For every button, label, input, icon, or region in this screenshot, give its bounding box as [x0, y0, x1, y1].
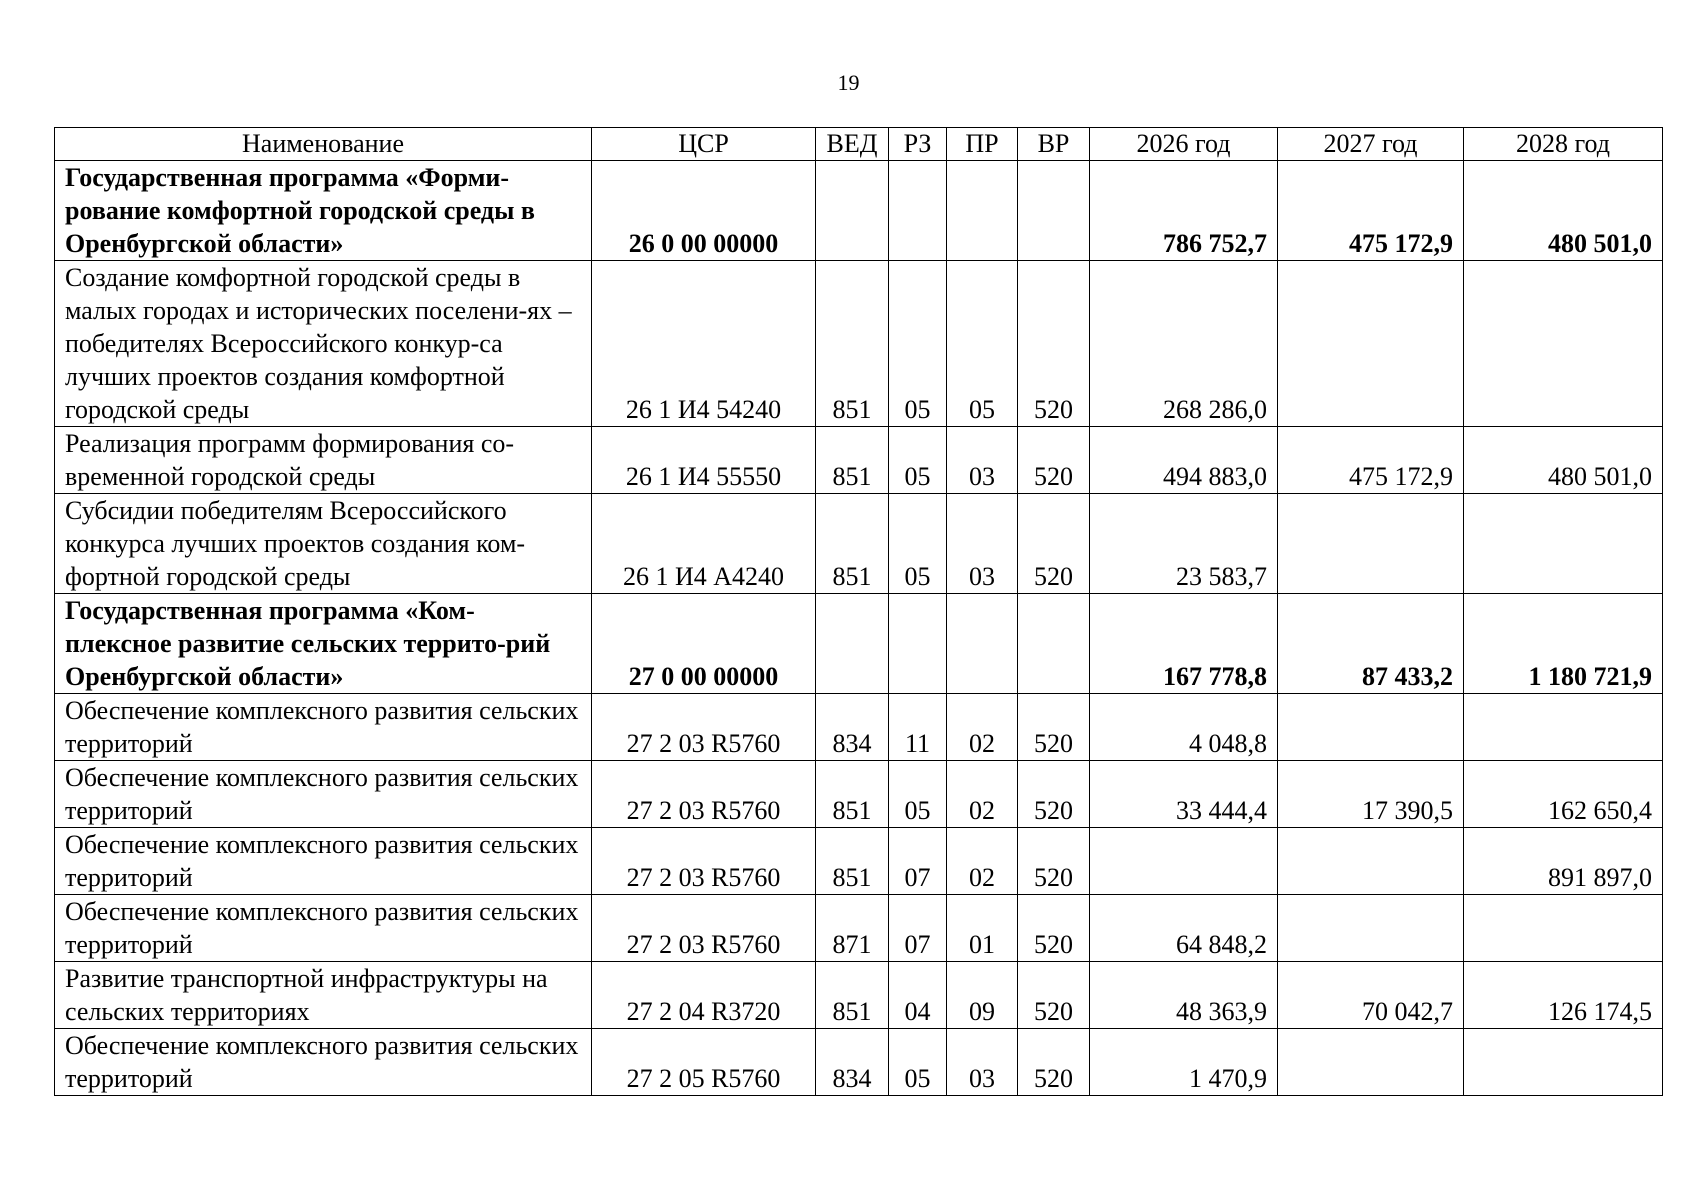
header-2026: 2026 год [1090, 128, 1278, 161]
cell-pr: 02 [947, 694, 1018, 761]
cell-pr: 02 [947, 761, 1018, 828]
cell-pr [947, 161, 1018, 261]
cell-2028: 162 650,4 [1464, 761, 1663, 828]
cell-2026: 494 883,0 [1090, 427, 1278, 494]
cell-2028 [1464, 494, 1663, 594]
cell-vr: 520 [1018, 694, 1090, 761]
cell-pr: 09 [947, 962, 1018, 1029]
cell-ved: 834 [816, 1029, 889, 1096]
cell-name: Обеспечение комплексного развития сельских территорий [55, 828, 592, 895]
cell-2026: 786 752,7 [1090, 161, 1278, 261]
cell-csr: 27 2 04 R3720 [592, 962, 816, 1029]
cell-name: Развитие транспортной инфраструктуры на сельских территориях [55, 962, 592, 1029]
cell-2026: 33 444,4 [1090, 761, 1278, 828]
cell-ved: 851 [816, 828, 889, 895]
cell-name: Обеспечение комплексного развития сельских территорий [55, 694, 592, 761]
cell-2026: 4 048,8 [1090, 694, 1278, 761]
cell-ved: 851 [816, 494, 889, 594]
cell-csr: 26 0 00 00000 [592, 161, 816, 261]
cell-rz: 05 [889, 261, 947, 427]
cell-vr: 520 [1018, 1029, 1090, 1096]
table-row [55, 962, 1663, 1029]
cell-2027 [1278, 895, 1464, 962]
cell-2028: 891 897,0 [1464, 828, 1663, 895]
cell-pr: 03 [947, 427, 1018, 494]
cell-pr: 01 [947, 895, 1018, 962]
cell-csr: 27 2 03 R5760 [592, 828, 816, 895]
cell-csr: 26 1 И4 А4240 [592, 494, 816, 594]
cell-vr: 520 [1018, 828, 1090, 895]
table-row [55, 828, 1663, 895]
table-row [55, 761, 1663, 828]
cell-pr: 03 [947, 494, 1018, 594]
cell-rz: 05 [889, 1029, 947, 1096]
cell-ved: 851 [816, 962, 889, 1029]
table-row [55, 694, 1663, 761]
header-rz: РЗ [889, 128, 947, 161]
cell-2028 [1464, 694, 1663, 761]
table-row [55, 427, 1663, 494]
table-body [55, 161, 1663, 1096]
cell-2026: 23 583,7 [1090, 494, 1278, 594]
header-ved: ВЕД [816, 128, 889, 161]
cell-2028 [1464, 1029, 1663, 1096]
cell-2027: 17 390,5 [1278, 761, 1464, 828]
cell-csr: 27 2 03 R5760 [592, 694, 816, 761]
cell-2028 [1464, 895, 1663, 962]
cell-2027 [1278, 694, 1464, 761]
header-name: Наименование [55, 128, 592, 161]
cell-name: Государственная программа «Ком-плексное развитие сельских террито-рий Оренбургской области» [55, 594, 592, 694]
cell-2028 [1464, 261, 1663, 427]
table-row [55, 494, 1663, 594]
cell-rz: 04 [889, 962, 947, 1029]
cell-pr: 05 [947, 261, 1018, 427]
cell-2026: 64 848,2 [1090, 895, 1278, 962]
cell-2027: 87 433,2 [1278, 594, 1464, 694]
cell-ved: 851 [816, 761, 889, 828]
cell-2027 [1278, 261, 1464, 427]
cell-2028: 480 501,0 [1464, 427, 1663, 494]
cell-2027: 70 042,7 [1278, 962, 1464, 1029]
cell-rz: 11 [889, 694, 947, 761]
program-row [55, 161, 1663, 261]
table-row [55, 261, 1663, 427]
cell-2026: 167 778,8 [1090, 594, 1278, 694]
header-csr: ЦСР [592, 128, 816, 161]
cell-ved: 834 [816, 694, 889, 761]
cell-csr: 27 2 03 R5760 [592, 895, 816, 962]
cell-vr: 520 [1018, 494, 1090, 594]
cell-vr [1018, 161, 1090, 261]
cell-2027 [1278, 494, 1464, 594]
cell-vr: 520 [1018, 261, 1090, 427]
cell-name: Реализация программ формирования со-временной городской среды [55, 427, 592, 494]
header-2028: 2028 год [1464, 128, 1663, 161]
cell-ved: 851 [816, 261, 889, 427]
cell-2026 [1090, 828, 1278, 895]
cell-rz: 07 [889, 895, 947, 962]
cell-vr: 520 [1018, 761, 1090, 828]
cell-2027: 475 172,9 [1278, 427, 1464, 494]
cell-pr: 02 [947, 828, 1018, 895]
cell-csr: 27 2 03 R5760 [592, 761, 816, 828]
cell-rz: 07 [889, 828, 947, 895]
header-vr: ВР [1018, 128, 1090, 161]
cell-ved [816, 161, 889, 261]
cell-vr [1018, 594, 1090, 694]
cell-2028: 126 174,5 [1464, 962, 1663, 1029]
cell-2026: 1 470,9 [1090, 1029, 1278, 1096]
cell-name: Обеспечение комплексного развития сельских территорий [55, 761, 592, 828]
cell-rz: 05 [889, 761, 947, 828]
cell-vr: 520 [1018, 962, 1090, 1029]
cell-name: Субсидии победителям Всероссийского конкурса лучших проектов создания ком-фортной городской среды [55, 494, 592, 594]
cell-2026: 48 363,9 [1090, 962, 1278, 1029]
cell-csr: 26 1 И4 54240 [592, 261, 816, 427]
cell-rz [889, 161, 947, 261]
cell-vr: 520 [1018, 895, 1090, 962]
cell-2027 [1278, 1029, 1464, 1096]
header-2027: 2027 год [1278, 128, 1464, 161]
cell-ved [816, 594, 889, 694]
cell-rz: 05 [889, 427, 947, 494]
cell-rz: 05 [889, 494, 947, 594]
cell-vr: 520 [1018, 427, 1090, 494]
budget-table [54, 127, 1663, 1096]
cell-name: Обеспечение комплексного развития сельских территорий [55, 895, 592, 962]
program-row [55, 594, 1663, 694]
cell-csr: 27 0 00 00000 [592, 594, 816, 694]
cell-csr: 26 1 И4 55550 [592, 427, 816, 494]
cell-rz [889, 594, 947, 694]
cell-2026: 268 286,0 [1090, 261, 1278, 427]
cell-name: Обеспечение комплексного развития сельских территорий [55, 1029, 592, 1096]
cell-2028: 1 180 721,9 [1464, 594, 1663, 694]
cell-pr: 03 [947, 1029, 1018, 1096]
table-header-row [55, 128, 1663, 161]
cell-name: Государственная программа «Форми-рование комфортной городской среды в Оренбургской области» [55, 161, 592, 261]
table-row [55, 1029, 1663, 1096]
table-row [55, 895, 1663, 962]
cell-2028: 480 501,0 [1464, 161, 1663, 261]
cell-csr: 27 2 05 R5760 [592, 1029, 816, 1096]
cell-2027 [1278, 828, 1464, 895]
header-pr: ПР [947, 128, 1018, 161]
cell-name: Создание комфортной городской среды в малых городах и исторических поселени-ях – победителях Всероссийского конкур-са лучших проектов создания комфортной городской среды [55, 261, 592, 427]
cell-ved: 871 [816, 895, 889, 962]
page-number: 19 [837, 70, 860, 95]
cell-pr [947, 594, 1018, 694]
cell-ved: 851 [816, 427, 889, 494]
cell-2027: 475 172,9 [1278, 161, 1464, 261]
